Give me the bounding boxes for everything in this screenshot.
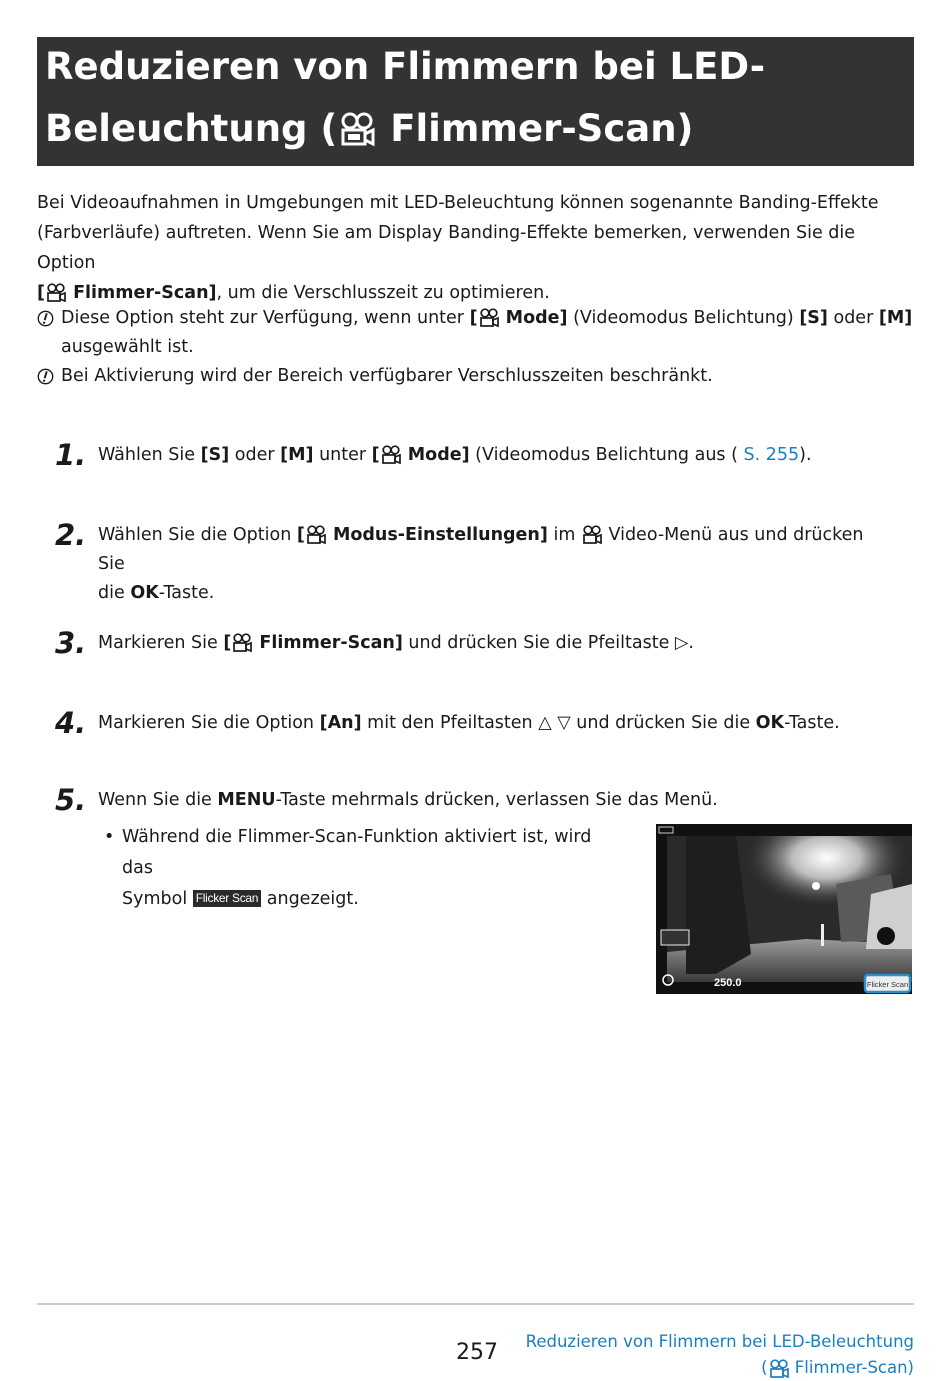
step-number: 5. bbox=[55, 783, 87, 817]
step-number: 1. bbox=[55, 438, 87, 472]
footer-title-line-2: ( Flimmer-Scan) bbox=[761, 1358, 914, 1377]
page-title-bar bbox=[37, 37, 914, 166]
step-text: Wählen Sie [S] oder [M] unter [ Mode] (Videomodus Belichtung aus ( S. 255). bbox=[98, 445, 812, 465]
arrow-right-icon: ▷ bbox=[674, 633, 689, 653]
step-2 bbox=[55, 518, 895, 608]
step-number: 3. bbox=[55, 626, 87, 660]
bullet-line-1: Während die Flimmer-Scan-Funktion aktiviert ist, wird das bbox=[122, 827, 592, 878]
notes bbox=[37, 304, 917, 391]
footer-section-title[interactable] bbox=[526, 1329, 914, 1381]
intro-line-2: (Farbverläufe) auftreten. Wenn Sie am Display Banding-Effekte bemerken, verwenden Sie die Option bbox=[37, 223, 856, 273]
step-number: 2. bbox=[55, 518, 87, 552]
step-text: Markieren Sie die Option [An] mit den Pfeiltasten △ ▽ und drücken Sie die OK-Taste. bbox=[98, 713, 840, 733]
intro-line-3: [ Flimmer-Scan], um die Verschlusszeit zu optimieren. bbox=[37, 283, 550, 303]
bullet-dot: • bbox=[104, 827, 115, 847]
flicker-scan-badge: Flicker Scan bbox=[193, 890, 261, 907]
arrow-up-down-icon: △ ▽ bbox=[538, 713, 571, 733]
caution-icon bbox=[37, 310, 54, 327]
movie-camera-icon bbox=[231, 633, 253, 653]
movie-camera-icon bbox=[768, 1359, 790, 1379]
step-3 bbox=[55, 626, 895, 660]
page-title-line-1: Reduzieren von Flimmern bei LED- bbox=[45, 45, 766, 88]
movie-camera-icon bbox=[305, 525, 327, 545]
bullet-text bbox=[122, 822, 624, 915]
note-item: Bei Aktivierung wird der Bereich verfügbarer Verschlusszeiten beschränkt. bbox=[37, 362, 917, 391]
camera-screen-preview bbox=[656, 824, 912, 994]
footer-title-line-1: Reduzieren von Flimmern bei LED-Beleuchtung bbox=[525, 1332, 914, 1351]
step-number: 4. bbox=[55, 706, 87, 740]
step-4 bbox=[55, 706, 895, 740]
movie-camera-icon bbox=[380, 445, 402, 465]
step-text: Markieren Sie [ Flimmer-Scan] und drücken Sie die Pfeiltaste ▷. bbox=[98, 633, 694, 653]
step-text: Wenn Sie die MENU-Taste mehrmals drücken, verlassen Sie das Menü. bbox=[98, 790, 718, 810]
movie-camera-icon bbox=[581, 525, 603, 545]
note-item: Diese Option steht zur Verfügung, wenn unter [ Mode] (Videomodus Belichtung) [S] oder [M] ausgewählt ist. bbox=[37, 304, 917, 362]
page-link[interactable]: S. 255 bbox=[737, 445, 800, 465]
movie-camera-icon bbox=[45, 283, 67, 303]
step-5 bbox=[55, 783, 895, 817]
bullet-item bbox=[104, 822, 624, 915]
step-text: Wählen Sie die Option [ Modus-Einstellungen] im Video-Menü aus und drücken Sie die OK-Taste. bbox=[98, 525, 864, 603]
page-number: 257 bbox=[456, 1340, 498, 1365]
step-1 bbox=[55, 438, 895, 472]
caution-icon bbox=[37, 368, 54, 385]
movie-camera-icon bbox=[337, 112, 377, 150]
shutter-speed-readout: 250.0 bbox=[714, 977, 742, 989]
intro-paragraph bbox=[37, 188, 917, 308]
footer-divider bbox=[37, 1303, 914, 1305]
intro-line-1: Bei Videoaufnahmen in Umgebungen mit LED-Beleuchtung können sogenannte Banding-Effekte bbox=[37, 193, 879, 213]
page-title-line-2: Beleuchtung ( Flimmer-Scan) bbox=[45, 107, 694, 150]
movie-camera-icon bbox=[478, 308, 500, 328]
note-continuation: ausgewählt ist. bbox=[61, 337, 194, 357]
bullet-line-2: Symbol Flicker Scan angezeigt. bbox=[122, 889, 359, 909]
flicker-scan-indicator: Flicker Scan bbox=[866, 980, 909, 989]
